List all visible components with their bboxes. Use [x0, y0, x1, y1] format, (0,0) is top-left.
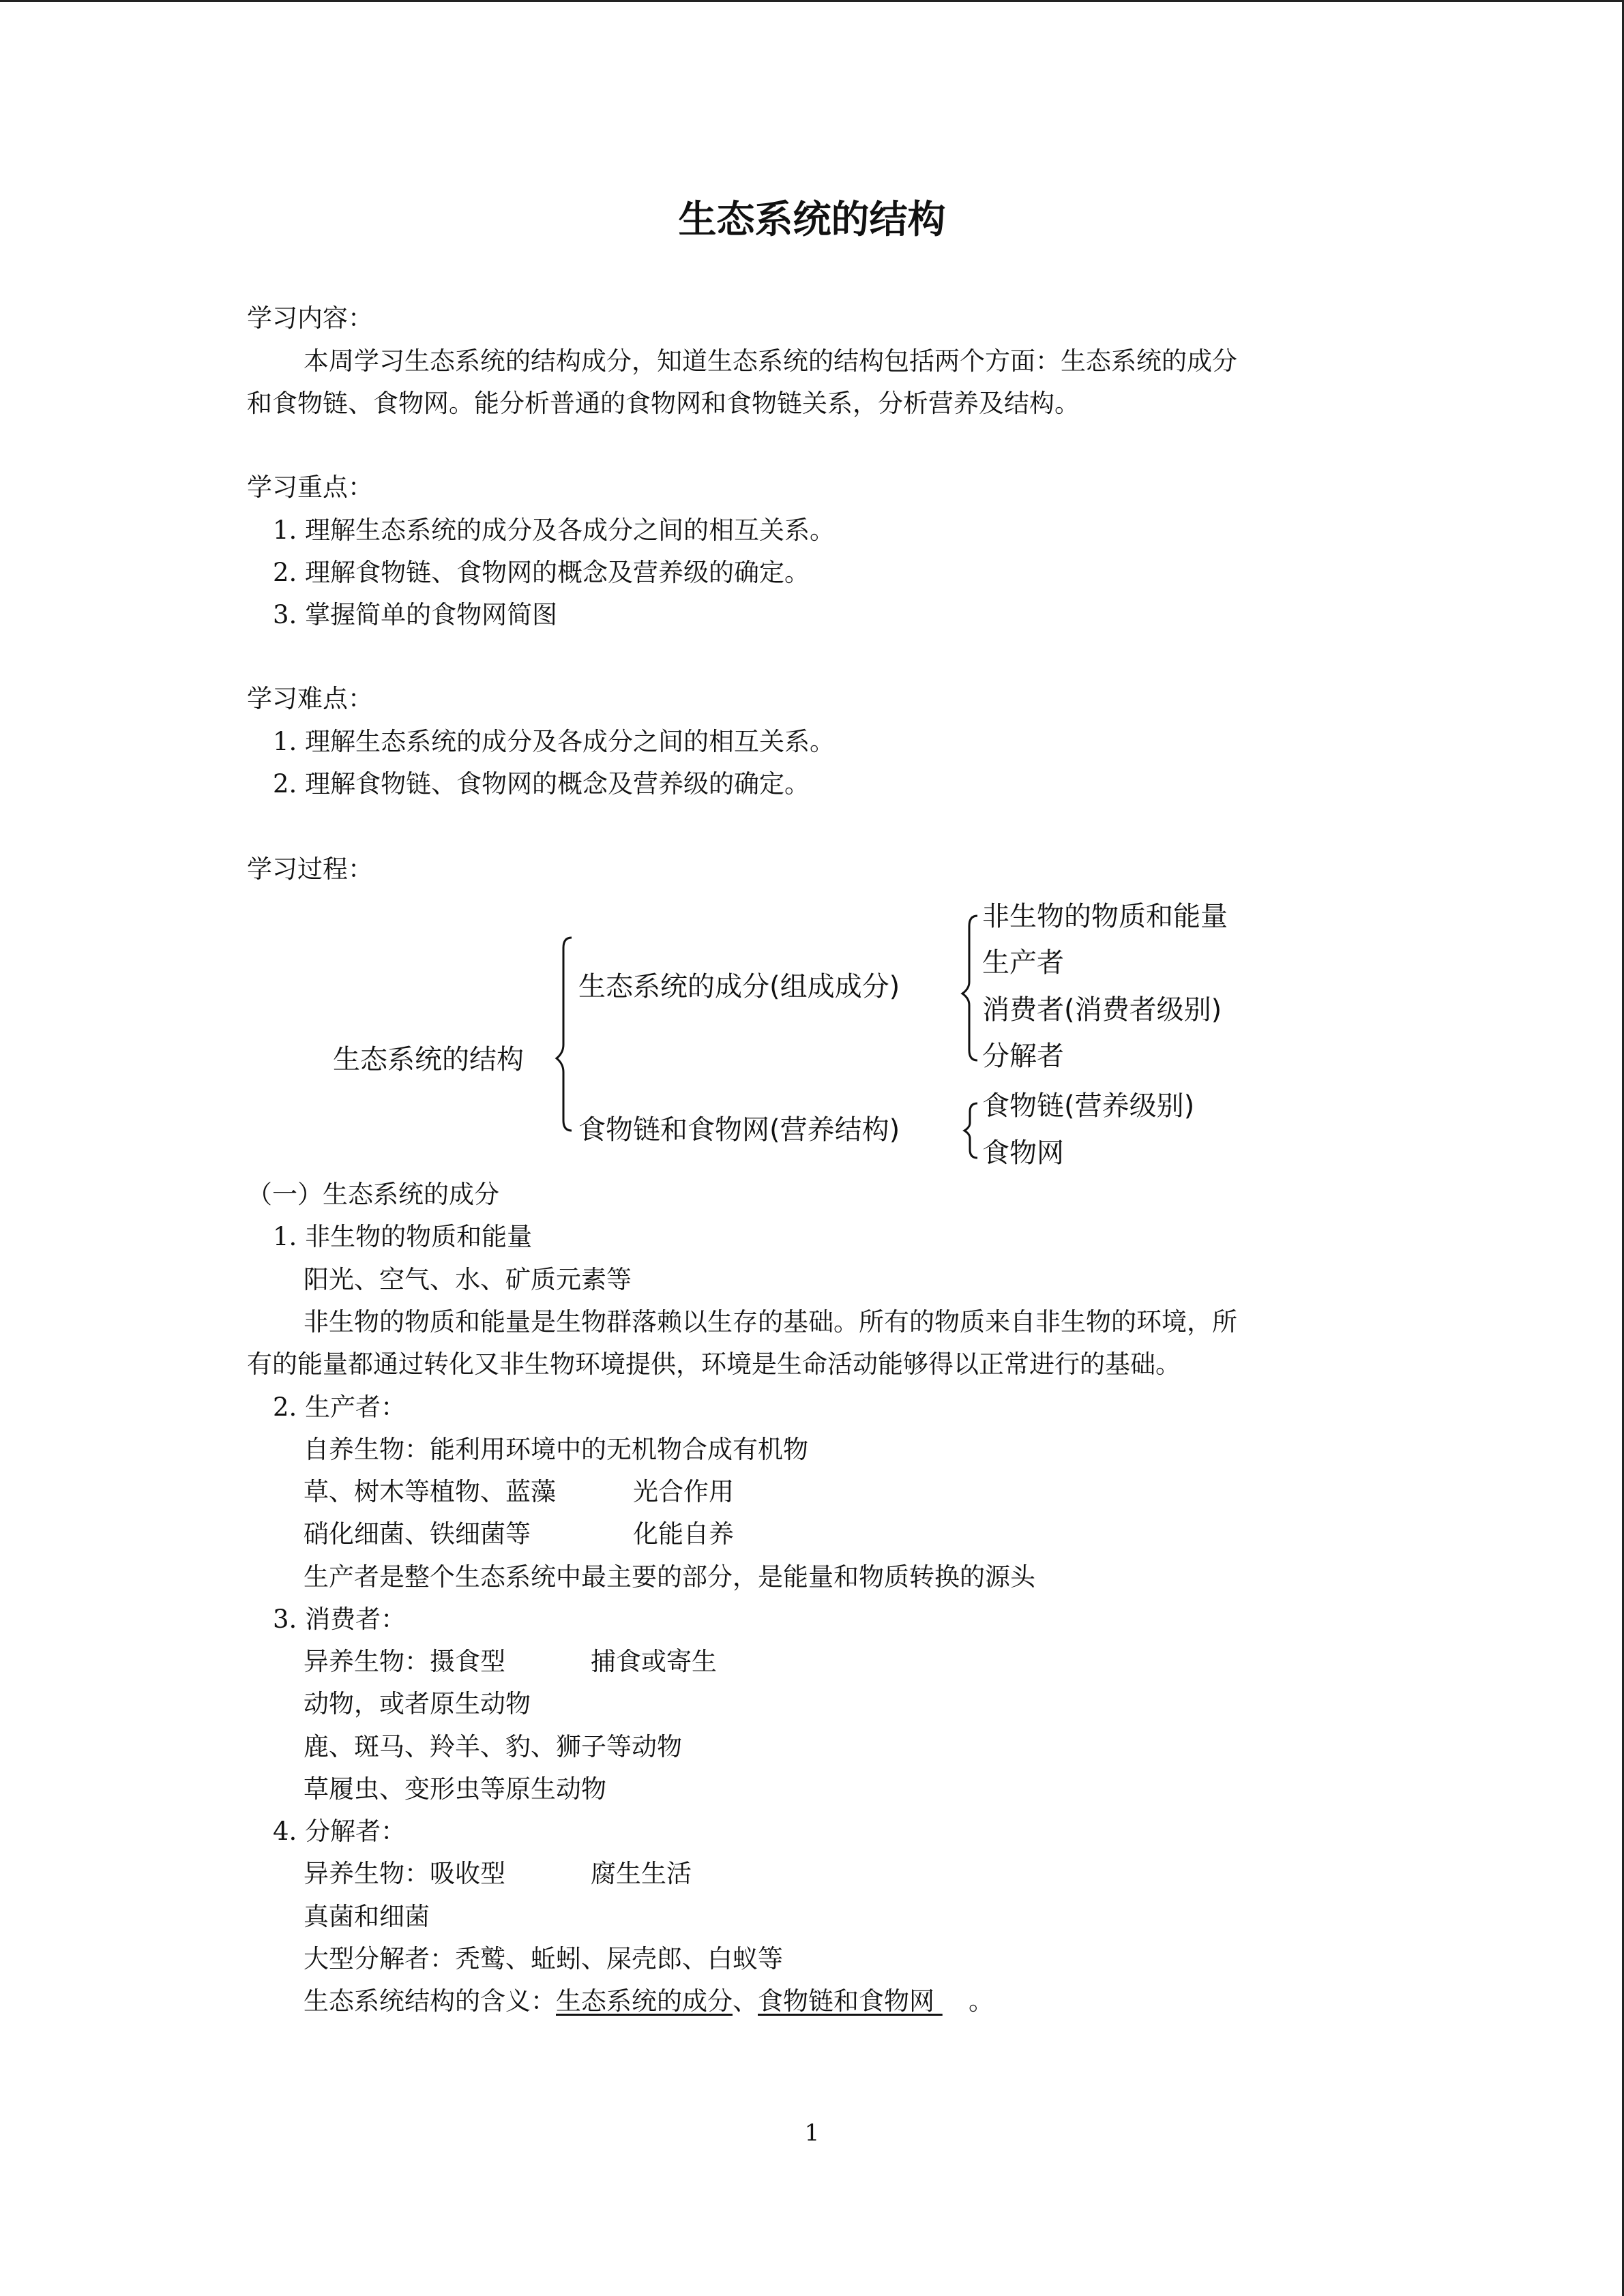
meaning-answer-components: 生态系统的成分 [556, 1986, 733, 2016]
diagram-leaf: 食物链(营养级别) [982, 1090, 1195, 1122]
key-point-item: 3. 掌握简单的食物网简图 [273, 600, 558, 629]
text-line: 自养生物：能利用环境中的无机物合成有机物 [304, 1435, 808, 1464]
subsection-title: 3. 消费者： [273, 1605, 407, 1634]
page-title: 生态系统的结构 [678, 198, 946, 242]
diagram-branch-trophic: 食物链和食物网(营养结构) [578, 1114, 900, 1146]
content-line-2: 和食物链、食物网。能分析普通的食物网和食物链关系，分析营养及结构。 [247, 389, 1080, 418]
text-line: 光合作用 [633, 1477, 734, 1506]
text-line: 草、树木等植物、蓝藻 [304, 1477, 556, 1506]
text-line: 硝化细菌、铁细菌等 [304, 1519, 531, 1549]
diagram-leaf: 生产者 [982, 947, 1064, 979]
meaning-end: 。 [969, 1986, 994, 2016]
text-line: 鹿、斑马、羚羊、豹、狮子等动物 [304, 1732, 682, 1761]
text-line: 腐生生活 [591, 1859, 692, 1888]
answer-blank [934, 1986, 955, 2016]
subsection-title: 4. 分解者： [273, 1817, 407, 1846]
text-line: 有的能量都通过转化又非生物环境提供，环境是生命活动能够得以正常进行的基础。 [247, 1350, 1181, 1379]
text-line: 异养生物：摄食型 [304, 1647, 505, 1676]
components-brace [962, 916, 977, 1060]
subsection-title: 1. 非生物的物质和能量 [273, 1222, 533, 1251]
difficulty-item: 1. 理解生态系统的成分及各成分之间的相互关系。 [273, 727, 836, 756]
text-line: 捕食或寄生 [591, 1647, 717, 1676]
text-line: 非生物的物质和能量是生物群落赖以生存的基础。所有的物质来自非生物的环境，所 [304, 1307, 1237, 1337]
root-brace [557, 938, 572, 1131]
diagram-leaf: 消费者(消费者级别) [982, 994, 1222, 1026]
content-line-1: 本周学习生态系统的结构成分，知道生态系统的结构包括两个方面：生态系统的成分 [304, 346, 1237, 376]
text-line: 阳光、空气、水、矿质元素等 [304, 1265, 632, 1294]
meaning-prefix: 生态系统结构的含义： [304, 1986, 556, 2016]
diagram-branch-components: 生态系统的成分(组成成分) [578, 971, 900, 1002]
diagram-leaf: 食物网 [982, 1137, 1064, 1169]
subsection-title: 2. 生产者： [273, 1392, 407, 1422]
section-heading: （一）生态系统的成分 [247, 1180, 499, 1209]
text-line: 化能自养 [633, 1519, 734, 1549]
text-line: 生产者是整个生态系统中最主要的部分，是能量和物质转换的源头 [304, 1562, 1035, 1592]
meaning-separator: 、 [733, 1986, 758, 2016]
page-number: 1 [804, 2119, 820, 2147]
key-point-item: 1. 理解生态系统的成分及各成分之间的相互关系。 [273, 516, 836, 545]
text-line: 异养生物：吸收型 [304, 1859, 505, 1888]
diagram-leaf: 分解者 [982, 1041, 1064, 1072]
key-point-item: 2. 理解食物链、食物网的概念及营养级的确定。 [273, 558, 810, 587]
difficulty-item: 2. 理解食物链、食物网的概念及营养级的确定。 [273, 769, 810, 799]
text-line: 动物，或者原生动物 [304, 1689, 531, 1718]
content-label: 学习内容： [247, 303, 373, 333]
meaning-answer-trophic: 食物链和食物网 [758, 1986, 934, 2016]
text-line: 草履虫、变形虫等原生动物 [304, 1774, 606, 1804]
diagram-leaf: 非生物的物质和能量 [982, 901, 1228, 932]
text-line: 大型分解者：秃鹫、蚯蚓、屎壳郎、白蚁等 [304, 1944, 783, 1973]
difficulties-label: 学习难点： [247, 684, 373, 713]
process-label: 学习过程： [247, 854, 373, 884]
key-points-label: 学习重点： [247, 473, 373, 502]
structure-meaning-line [304, 1986, 994, 2016]
trophic-brace [964, 1103, 977, 1158]
text-line: 真菌和细菌 [304, 1902, 430, 1931]
diagram-root: 生态系统的结构 [333, 1044, 524, 1075]
